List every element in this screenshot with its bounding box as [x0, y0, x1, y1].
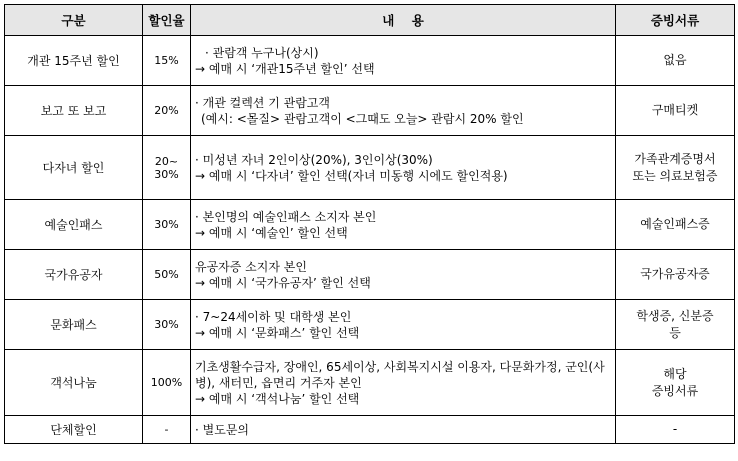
- doc-line: 가족관계증명서: [634, 151, 716, 166]
- row-documents: [616, 350, 735, 416]
- row-content: [191, 36, 616, 86]
- row-category: 예술인패스: [5, 200, 143, 250]
- content-line: · 관람객 누구나(상시): [205, 45, 319, 60]
- header-documents: 증빙서류: [616, 5, 735, 36]
- row-content: [191, 300, 616, 350]
- row-rate: [143, 300, 191, 350]
- rate-line: 30%: [154, 318, 179, 331]
- row-content: [191, 250, 616, 300]
- row-documents: [616, 200, 735, 250]
- row-content: [191, 86, 616, 136]
- row-documents: [616, 416, 735, 444]
- content-line: 유공자증 소지자 본인: [195, 259, 307, 274]
- doc-line: 해당: [663, 366, 687, 381]
- content-line: → 예매 시 ‘예술인’ 할인 선택: [195, 225, 348, 240]
- row-documents: [616, 300, 735, 350]
- row-category: 개관 15주년 할인: [5, 36, 143, 86]
- header-row: [5, 5, 735, 36]
- rate-line: 50%: [154, 268, 179, 281]
- content-line: · 개관 컬렉션 기 관람고객: [195, 95, 330, 110]
- row-category: 단체할인: [5, 416, 143, 444]
- rate-line: 30%: [154, 218, 179, 231]
- row-rate: [143, 350, 191, 416]
- table-row: [5, 350, 735, 416]
- table-row: [5, 300, 735, 350]
- content-line: · 본인명의 예술인패스 소지자 본인: [195, 209, 377, 224]
- row-content: [191, 136, 616, 200]
- rate-line: 100%: [150, 376, 183, 389]
- content-line: → 예매 시 ‘개관15주년 할인’ 선택: [195, 61, 375, 76]
- content-line: · 별도문의: [195, 422, 249, 437]
- table-row: [5, 200, 735, 250]
- row-documents: [616, 250, 735, 300]
- row-documents: [616, 36, 735, 86]
- doc-line: 구매티켓: [651, 103, 699, 117]
- row-category: 객석나눔: [5, 350, 143, 416]
- doc-line: 증빙서류: [651, 383, 699, 398]
- content-line: → 예매 시 ‘객석나눔’ 할인 선택: [195, 391, 360, 406]
- discount-table: [4, 4, 735, 444]
- table-row: [5, 86, 735, 136]
- row-rate: [143, 136, 191, 200]
- table-row: [5, 136, 735, 200]
- row-rate: [143, 200, 191, 250]
- row-category: 보고 또 보고: [5, 86, 143, 136]
- content-line: → 예매 시 ‘국가유공자’ 할인 선택: [195, 275, 371, 290]
- row-category: 다자녀 할인: [5, 136, 143, 200]
- row-content: [191, 350, 616, 416]
- doc-line: -: [672, 422, 678, 436]
- content-line: · 미성년 자녀 2인이상(20%), 3인이상(30%): [195, 152, 433, 167]
- rate-line: 20%: [154, 104, 179, 117]
- rate-line: -: [164, 423, 169, 436]
- rate-line: 20~: [154, 154, 179, 168]
- content-line: → 예매 시 ‘문화패스’ 할인 선택: [195, 325, 360, 340]
- header-category: 구분: [5, 5, 143, 36]
- table-row: [5, 36, 735, 86]
- row-rate: [143, 416, 191, 444]
- header-rate: 할인율: [143, 5, 191, 36]
- content-line: · 7~24세이하 및 대학생 본인: [195, 309, 352, 324]
- row-rate: [143, 250, 191, 300]
- table-row: [5, 250, 735, 300]
- row-category: 국가유공자: [5, 250, 143, 300]
- row-documents: [616, 86, 735, 136]
- row-documents: [616, 136, 735, 200]
- row-rate: [143, 86, 191, 136]
- doc-line: 등: [669, 325, 681, 340]
- table-row: [5, 416, 735, 444]
- row-content: [191, 416, 616, 444]
- content-line: → 예매 시 ‘다자녀’ 할인 선택(자녀 미동행 시에도 할인적용): [195, 168, 508, 183]
- header-content: 내 용: [191, 5, 616, 36]
- doc-line: 국가유공자증: [640, 267, 710, 281]
- doc-line: 없음: [663, 53, 687, 67]
- content-line: (예시: <몰질> 관람고객이 <그때도 오늘> 관람시 20% 할인: [201, 111, 524, 126]
- row-content: [191, 200, 616, 250]
- content-line: 기초생활수급자, 장애인, 65세이상, 사회복지시설 이용자, 다문화가정, 군인(사병), 새터민, 읍면리 거주자 본인: [195, 359, 605, 390]
- row-category: 문화패스: [5, 300, 143, 350]
- rate-line: 30%: [154, 167, 179, 181]
- doc-line: 예술인패스증: [640, 217, 710, 231]
- row-rate: [143, 36, 191, 86]
- doc-line: 또는 의료보험증: [632, 168, 718, 183]
- rate-line: 15%: [154, 54, 179, 67]
- doc-line: 학생증, 신분증: [636, 308, 714, 323]
